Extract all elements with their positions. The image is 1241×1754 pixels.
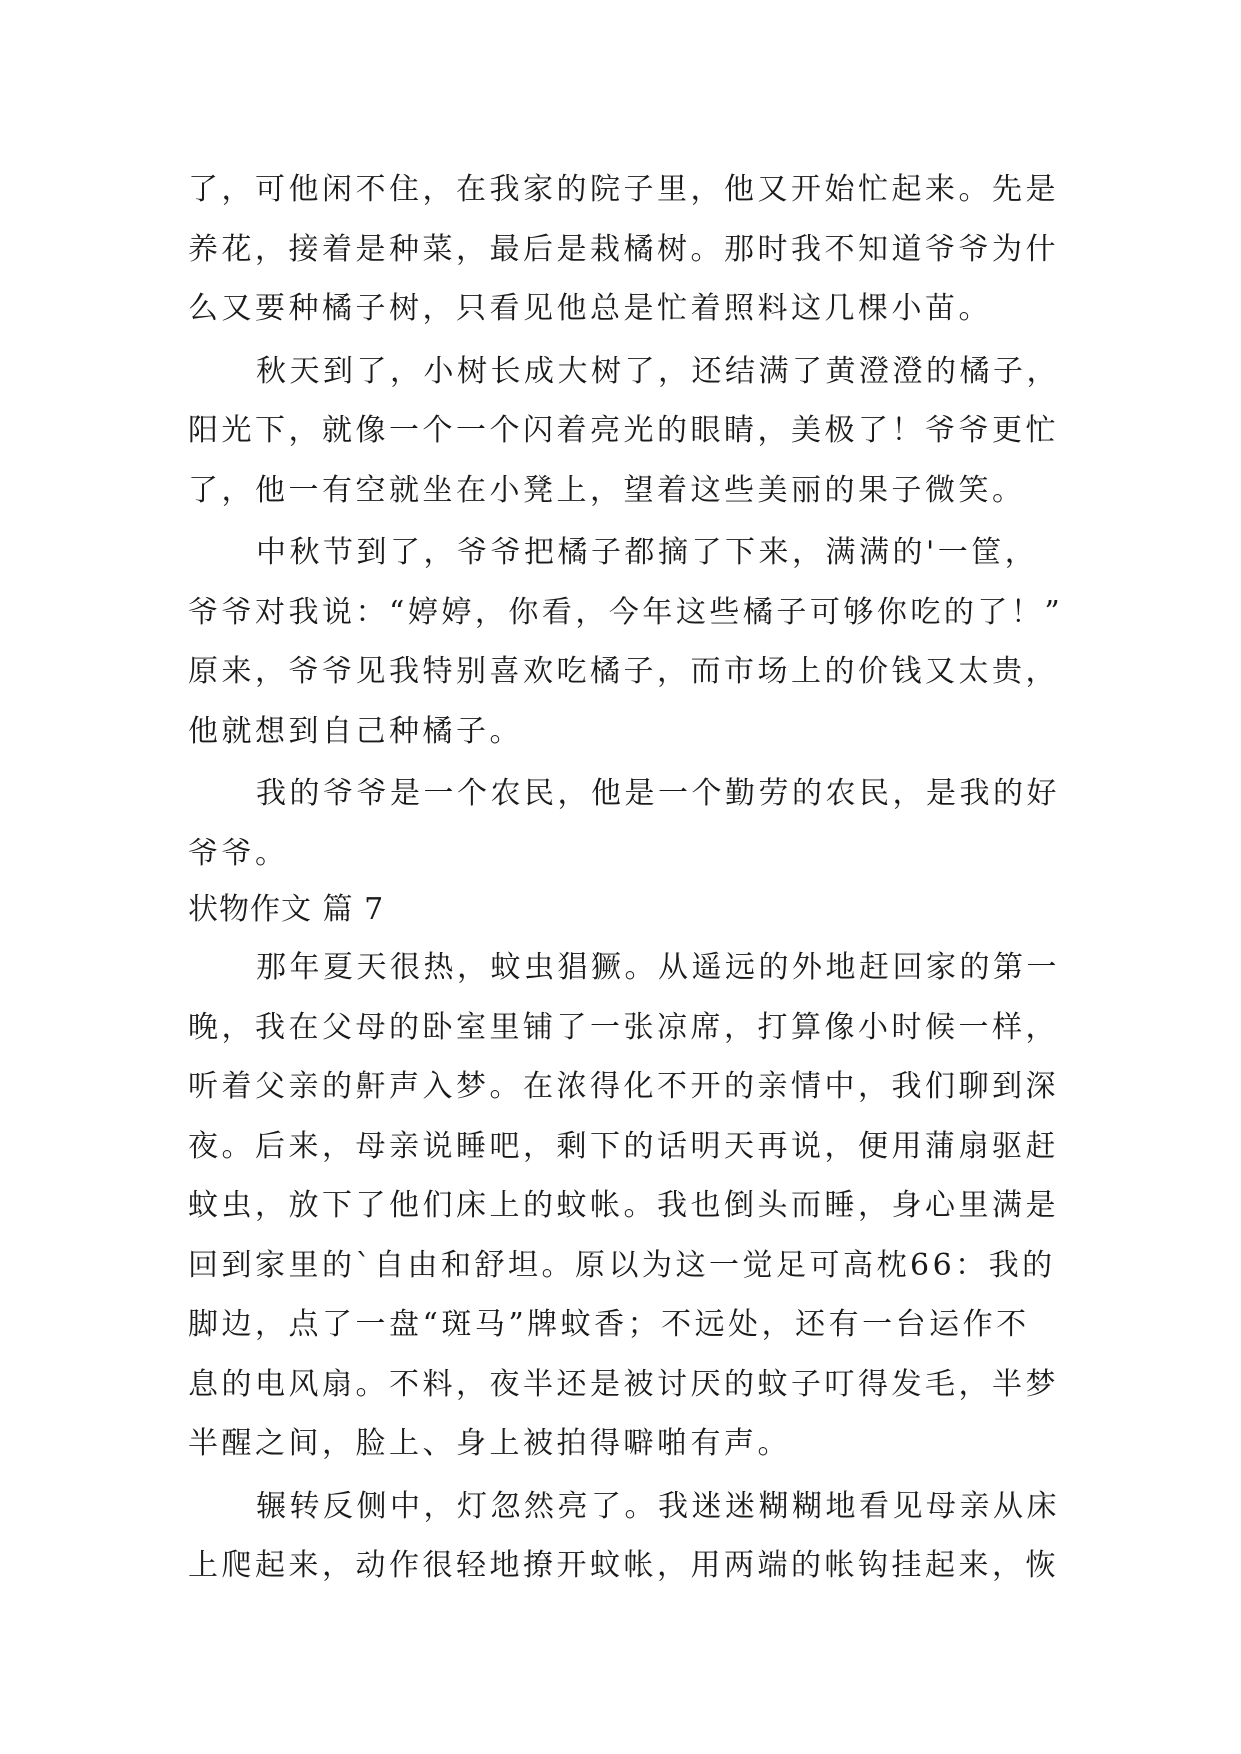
paragraph-summer-night xyxy=(188,938,1060,1474)
text-line: 阳光下，就像一个一个闪着亮光的眼睛，美极了！爷爷更忙 xyxy=(188,413,1059,448)
text-line: 蚊虫，放下了他们床上的蚊帐。我也倒头而睡，身心里满是 xyxy=(188,1188,1059,1223)
paragraph-conclusion xyxy=(188,764,1060,883)
text-line: 息的电风扇。不料，夜半还是被讨厌的蚊子叮得发毛，半梦 xyxy=(188,1366,1059,1402)
text-line: 爷爷。 xyxy=(188,835,289,871)
paragraph-mid-autumn xyxy=(188,523,1064,761)
text-line: 中秋节到了，爷爷把橘子都摘了下来，满满的'一筐， xyxy=(256,535,1039,570)
text-line: 听着父亲的鼾声入梦。在浓得化不开的亲情中，我们聊到深 xyxy=(188,1069,1059,1104)
section-heading: 状物作文 篇 7 xyxy=(188,892,385,927)
document-body xyxy=(188,160,1064,1599)
text-line: 么又要种橘子树，只看见他总是忙着照料这几棵小苗。 xyxy=(188,291,992,326)
text-line: 了，他一有空就坐在小凳上，望着这些美丽的果子微笑。 xyxy=(188,472,1026,508)
text-line: 秋天到了，小树长成大树了，还结满了黄澄澄的橘子， xyxy=(256,353,1060,389)
text-line: 了，可他闲不住，在我家的院子里，他又开始忙起来。先是 xyxy=(188,172,1059,207)
text-line: 回到家里的`自由和舒坦。原以为这一觉足可高枕66：我的 xyxy=(188,1247,1056,1283)
text-line: 上爬起来，动作很轻地撩开蚊帐，用两端的帐钩挂起来，恢 xyxy=(188,1548,1059,1583)
text-line: 半醒之间，脸上、身上被拍得噼啪有声。 xyxy=(188,1426,791,1461)
paragraph-lamp-on xyxy=(188,1477,1060,1596)
text-line: 夜。后来，母亲说睡吧，剩下的话明天再说，便用蒲扇驱赶 xyxy=(188,1128,1059,1164)
text-line: 那年夏天很热，蚊虫猖獗。从遥远的外地赶回家的第一 xyxy=(256,950,1060,985)
paragraph-autumn xyxy=(188,342,1060,521)
text-line: 爷爷对我说：“婷婷，你看，今年这些橘子可够你吃的了！” xyxy=(188,594,1064,630)
text-line: 原来，爷爷见我特别喜欢吃橘子，而市场上的价钱又太贵， xyxy=(188,654,1059,689)
text-line: 辗转反侧中，灯忽然亮了。我迷迷糊糊地看见母亲从床 xyxy=(256,1488,1060,1524)
text-line: 晚，我在父母的卧室里铺了一张凉席，打算像小时候一样， xyxy=(188,1009,1059,1045)
text-line: 脚边，点了一盘“斑马”牌蚊香；不远处，还有一台运作不 xyxy=(188,1307,1030,1342)
text-line: 养花，接着是种菜，最后是栽橘树。那时我不知道爷爷为什 xyxy=(188,231,1059,267)
paragraph-continuation xyxy=(188,160,1059,339)
text-line: 他就想到自己种橘子。 xyxy=(188,713,523,749)
text-line: 我的爷爷是一个农民，他是一个勤劳的农民，是我的好 xyxy=(256,776,1060,811)
